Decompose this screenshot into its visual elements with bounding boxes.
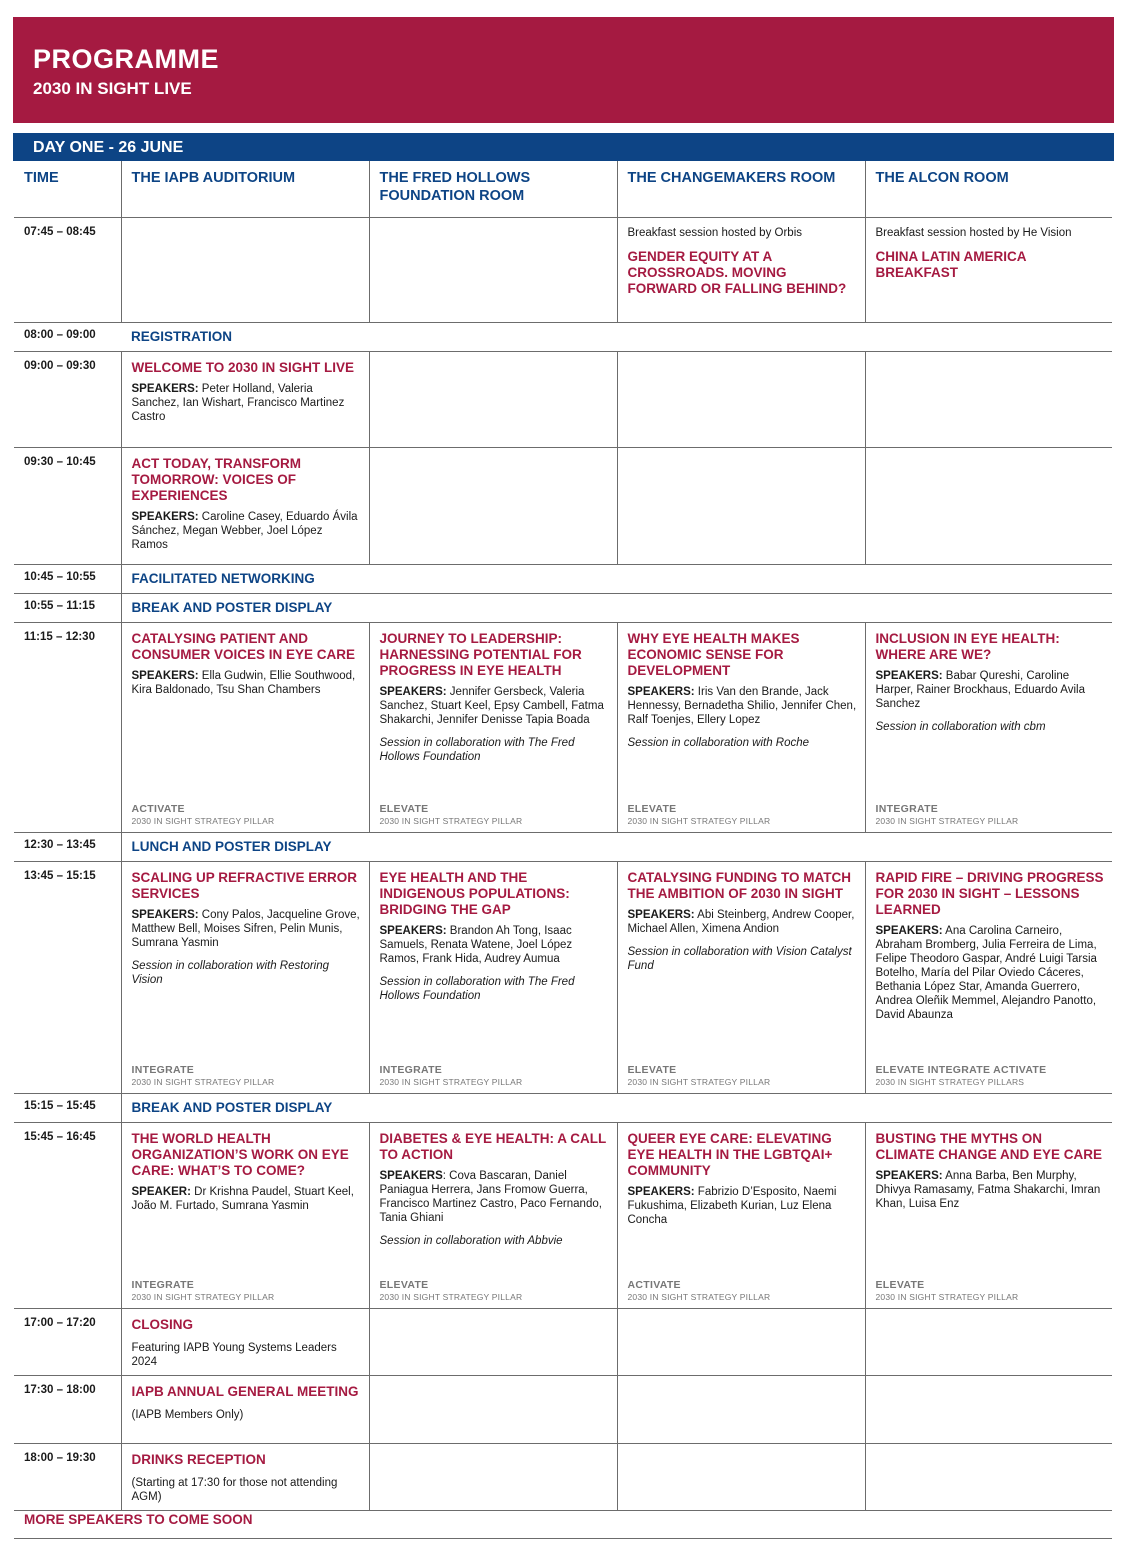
session-title: INCLUSION IN EYE HEALTH: WHERE ARE WE? [875,630,1060,662]
table-row [14,1093,1112,1122]
session-speakers: SPEAKERS: Babar Qureshi, Caroline Harper, Rainer Brockhaus, Eduardo Avila Sanchez [875,669,1085,710]
session-speakers: SPEAKERS: Ana Carolina Carneiro, Abraham Bromberg, Julia Ferreira de Lima, Felipe Theodoro Gaspar, André Luigi Tarsia Botelho, María del Pilar Oviedo Cáceres, Bethania López Star, Amanda Guerrero, Andrea Oleñik Memmel, Alejandro Panotto, David Abaunza [875,924,1097,1021]
strategy-pillar: ELEVATE INTEGRATE ACTIVATE 2030 IN SIGHT STRATEGY PILLARS [875,1063,1047,1087]
session-collaboration: Session in collaboration with Abbvie [379,1234,563,1247]
session-speakers: SPEAKERS: Ella Gudwin, Ellie Southwood, Kira Baldonado, Tsu Shan Chambers [131,669,356,696]
table-row [14,217,1112,322]
page-title: PROGRAMME [33,44,219,74]
plenary-label: BREAK AND POSTER DISPLAY [131,599,333,615]
session-title: GENDER EQUITY AT A CROSSROADS. MOVING FORWARD OR FALLING BEHIND? [627,248,847,296]
strategy-pillar: ELEVATE 2030 IN SIGHT STRATEGY PILLAR [875,1278,1019,1302]
time-slot: 13:45 – 15:15 [24,869,96,882]
time-slot: 09:00 – 09:30 [24,359,96,372]
session-cell [121,1122,369,1308]
strategy-pillar: ELEVATE 2030 IN SIGHT STRATEGY PILLAR [379,1278,523,1302]
session-cell [121,1375,369,1443]
table-row [14,1375,1112,1443]
session-cell [865,217,1112,322]
time-slot: 17:30 – 18:00 [24,1383,96,1396]
session-title: EYE HEALTH AND THE INDIGENOUS POPULATIONS: BRIDGING THE GAP [379,869,570,917]
session-title: THE WORLD HEALTH ORGANIZATION’S WORK ON EYE CARE: WHAT’S TO COME? [131,1130,349,1178]
session-speakers: SPEAKERS: Fabrizio D’Esposito, Naemi Fukushima, Elizabeth Kurian, Luz Elena Concha [627,1185,837,1226]
table-row [14,1122,1112,1308]
time-slot: 17:00 – 17:20 [24,1316,96,1329]
session-title: WHY EYE HEALTH MAKES ECONOMIC SENSE FOR DEVELOPMENT [627,630,800,678]
session-title: RAPID FIRE – DRIVING PROGRESS FOR 2030 IN SIGHT – LESSONS LEARNED [875,869,1104,917]
session-cell [369,622,617,832]
session-speakers: SPEAKERS: Iris Van den Brande, Jack Hennessy, Bernadetha Shilio, Jennifer Chen, Ralf Toenjes, Ellery Lopez [627,685,857,726]
time-slot: 10:45 – 10:55 [24,570,96,583]
plenary-label: FACILITATED NETWORKING [131,570,315,586]
session-collaboration: Session in collaboration with Roche [627,736,810,749]
strategy-pillar: INTEGRATE 2030 IN SIGHT STRATEGY PILLAR [379,1063,523,1087]
strategy-pillar: INTEGRATE 2030 IN SIGHT STRATEGY PILLAR [131,1278,275,1302]
session-cell [121,351,369,447]
session-title: QUEER EYE CARE: ELEVATING EYE HEALTH IN THE LGBTQAI+ COMMUNITY [627,1130,833,1178]
session-cell [121,447,369,564]
strategy-pillar: INTEGRATE 2030 IN SIGHT STRATEGY PILLAR [131,1063,275,1087]
session-title: DRINKS RECEPTION [131,1451,266,1467]
programme-banner [13,17,1114,123]
session-title: IAPB ANNUAL GENERAL MEETING [131,1383,359,1399]
header-row [14,161,1112,217]
session-cell [865,622,1112,832]
day-heading: DAY ONE - 26 JUNE [13,133,1114,161]
table-row [14,622,1112,832]
session-title: SCALING UP REFRACTIVE ERROR SERVICES [131,869,358,901]
plenary-label: BREAK AND POSTER DISPLAY [131,1099,333,1115]
session-cell [865,861,1112,1093]
session-title: WELCOME TO 2030 IN SIGHT LIVE [131,359,355,375]
session-cell [121,1443,369,1510]
session-cell [369,1122,617,1308]
session-title: JOURNEY TO LEADERSHIP: HARNESSING POTENTIAL FOR PROGRESS IN EYE HEALTH [379,630,582,678]
table-row [14,564,1112,593]
strategy-pillar: ELEVATE 2030 IN SIGHT STRATEGY PILLAR [627,1063,771,1087]
time-slot: 18:00 – 19:30 [24,1451,96,1464]
session-collaboration: Session in collaboration with Restoring Vision [131,959,330,986]
session-speakers: SPEAKERS: Cova Bascaran, Daniel Paniagua Herrera, Jans Fromow Guerra, Francisco Martinez Castro, Paco Fernando, Tania Ghiani [379,1169,602,1224]
time-slot: 09:30 – 10:45 [24,455,96,468]
session-title: CATALYSING FUNDING TO MATCH THE AMBITION OF 2030 IN SIGHT [627,869,851,901]
time-slot: 07:45 – 08:45 [24,225,96,238]
table-row [14,861,1112,1093]
column-header-fred-hollows: THE FRED HOLLOWS FOUNDATION ROOM [369,161,617,217]
time-slot: 08:00 – 09:00 [24,328,96,341]
plenary-label: REGISTRATION [131,328,232,344]
strategy-pillar: ACTIVATE 2030 IN SIGHT STRATEGY PILLAR [627,1278,771,1302]
column-header-alcon: THE ALCON ROOM [865,161,1112,217]
session-speakers: SPEAKERS: Brandon Ah Tong, Isaac Samuels, Renata Watene, Joel López Ramos, Frank Hida, Audrey Aumua [379,924,573,965]
session-note: (Starting at 17:30 for those not attending AGM) [131,1476,338,1503]
session-speakers: SPEAKERS: Peter Holland, Valeria Sanchez, Ian Wishart, Francisco Martinez Castro [131,382,345,423]
session-collaboration: Session in collaboration with The Fred Hollows Foundation [379,975,575,1002]
session-title: CLOSING [131,1316,194,1332]
session-cell [369,861,617,1093]
session-title: CATALYSING PATIENT AND CONSUMER VOICES IN EYE CARE [131,630,356,662]
time-slot: 12:30 – 13:45 [24,838,96,851]
session-host: Breakfast session hosted by He Vision [875,226,1072,239]
session-collaboration: Session in collaboration with cbm [875,720,1046,733]
table-row [14,832,1112,861]
page-subtitle: 2030 IN SIGHT LIVE [33,79,192,98]
session-cell [121,861,369,1093]
session-title: BUSTING THE MYTHS ON CLIMATE CHANGE AND EYE CARE [875,1130,1103,1162]
table-row [14,1443,1112,1510]
column-header-time: TIME [14,161,121,217]
session-speakers: SPEAKERS: Caroline Casey, Eduardo Ávila Sánchez, Megan Webber, Joel López Ramos [131,510,358,551]
session-note: (IAPB Members Only) [131,1408,244,1421]
session-cell [617,1122,865,1308]
table-row [14,322,1112,351]
session-cell [617,622,865,832]
column-header-auditorium: THE IAPB AUDITORIUM [121,161,369,217]
footer-note: MORE SPEAKERS TO COME SOON [24,1512,253,1527]
session-title: DIABETES & EYE HEALTH: A CALL TO ACTION [379,1130,607,1162]
session-title: CHINA LATIN AMERICA BREAKFAST [875,248,1026,280]
session-cell [121,622,369,832]
session-collaboration: Session in collaboration with The Fred Hollows Foundation [379,736,575,763]
session-collaboration: Session in collaboration with Vision Catalyst Fund [627,945,852,972]
table-row [14,351,1112,447]
footer-divider [14,1538,1112,1539]
session-speakers: SPEAKERS: Cony Palos, Jacqueline Grove, Matthew Bell, Moises Sifren, Pelin Munis, Sumrana Yasmin [131,908,360,949]
time-slot: 11:15 – 12:30 [24,630,95,643]
strategy-pillar: INTEGRATE 2030 IN SIGHT STRATEGY PILLAR [875,802,1019,826]
time-slot: 10:55 – 11:15 [24,599,95,612]
session-title: ACT TODAY, TRANSFORM TOMORROW: VOICES OF EXPERIENCES [131,455,302,503]
table-row [14,593,1112,622]
programme-table [14,161,1112,1511]
table-row [14,1308,1112,1375]
plenary-label: LUNCH AND POSTER DISPLAY [131,838,332,854]
session-cell [865,1122,1112,1308]
strategy-pillar: ELEVATE 2030 IN SIGHT STRATEGY PILLAR [627,802,771,826]
strategy-pillar: ELEVATE 2030 IN SIGHT STRATEGY PILLAR [379,802,523,826]
session-cell [617,861,865,1093]
strategy-pillar: ACTIVATE 2030 IN SIGHT STRATEGY PILLAR [131,802,275,826]
session-speakers: SPEAKERS: Abi Steinberg, Andrew Cooper, Michael Allen, Ximena Andion [627,908,855,935]
session-host: Breakfast session hosted by Orbis [627,226,802,239]
table-row [14,447,1112,564]
time-slot: 15:15 – 15:45 [24,1099,96,1112]
session-speakers: SPEAKERS: Jennifer Gersbeck, Valeria Sanchez, Stuart Keel, Epsy Cambell, Fatma Shakarchi, Jennifer Denisse Tapia Boada [379,685,604,726]
time-slot: 15:45 – 16:45 [24,1130,96,1143]
session-cell [121,1308,369,1375]
session-note: Featuring IAPB Young Systems Leaders 2024 [131,1341,337,1368]
column-header-changemakers: THE CHANGEMAKERS ROOM [617,161,865,217]
session-cell [617,217,865,322]
session-speakers: SPEAKER: Dr Krishna Paudel, Stuart Keel, João M. Furtado, Sumrana Yasmin [131,1185,354,1212]
session-speakers: SPEAKERS: Anna Barba, Ben Murphy, Dhivya Ramasamy, Fatma Shakarchi, Imran Khan, Luisa Enz [875,1169,1101,1210]
